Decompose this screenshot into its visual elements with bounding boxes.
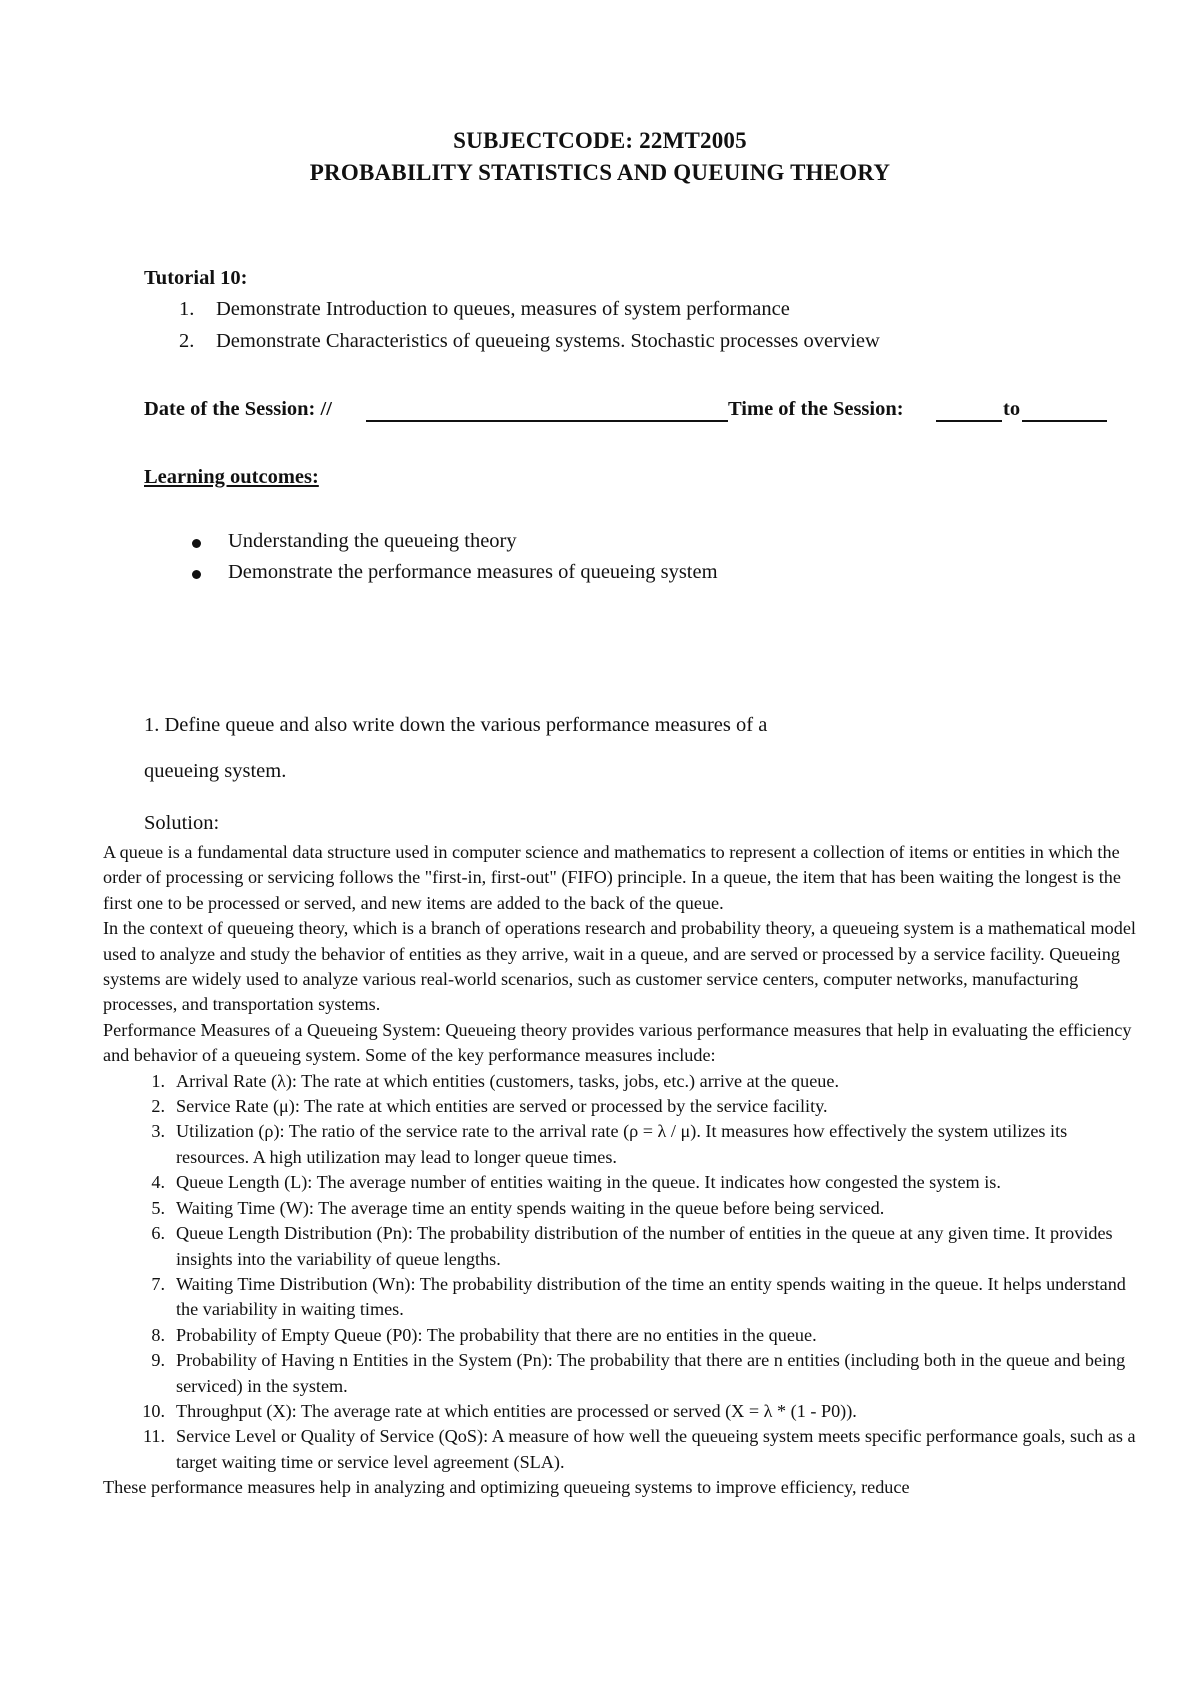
list-item [103, 1196, 1143, 1221]
tutorial-item-text: Demonstrate Introduction to queues, measures of system performance [216, 298, 790, 320]
list-item-text: Queue Length Distribution (Pn): The probability distribution of the number of entities in the queue at any given time. It provides insights into the variability of queue lengths. [176, 1223, 1113, 1269]
list-item [103, 1424, 1143, 1475]
time-end-blank-line [1022, 420, 1107, 422]
list-item-number: 11. [142, 1426, 165, 1447]
solution-paragraph: In the context of queueing theory, which is a branch of operations research and probability theory, a queueing system is a mathematical model used to analyze and study the behavior of entities as they arrive, wait in a queue, and are served or processed by a service facility. Queueing systems are widely used to analyze various real-world scenarios, such as customer service centers, computer networks, manufacturing processes, and transportation systems. [103, 918, 1136, 1015]
learning-outcome-item: Demonstrate the performance measures of queueing system [228, 561, 718, 583]
performance-measures-list [103, 1069, 1143, 1476]
solution-body [103, 840, 1143, 1501]
list-item [103, 1221, 1143, 1272]
list-item-text: Waiting Time Distribution (Wn): The probability distribution of the time an entity spends waiting in the queue. It helps understand the variability in waiting times. [176, 1273, 1126, 1320]
solution-paragraph: Performance Measures of a Queueing System: Queueing theory provides various performance measures that help in evaluating the efficiency and behavior of a queueing system. Some of the key performance measures include: [103, 1019, 1132, 1066]
subject-code: SUBJECTCODE: 22MT2005 [453, 128, 747, 153]
solution-paragraph: A queue is a fundamental data structure used in computer science and mathematics to represent a collection of items or entities in which the order of processing or servicing follows the "first-in, first-out" (FIFO) principle. In a queue, the item that has been waiting the longest is the first one to be processed or served, and new items are added to the back of the queue. [103, 842, 1121, 913]
list-item [103, 1323, 1143, 1348]
tutorial-item-text: Demonstrate Characteristics of queueing systems. Stochastic processes overview [216, 330, 880, 352]
list-item-text: Utilization (ρ): The ratio of the service rate to the arrival rate (ρ = λ / μ). It measures how effectively the system utilizes its resources. A high utilization may lead to longer queue times. [176, 1121, 1068, 1167]
time-of-session-label: Time of the Session: [728, 398, 904, 420]
list-item-number: 1. [151, 1070, 165, 1091]
question-text-continued: queueing system. [144, 760, 287, 782]
tutorial-item-number: 1. [179, 298, 195, 320]
list-item [103, 1069, 1143, 1094]
solution-closing: These performance measures help in analyzing and optimizing queueing systems to improve efficiency, reduce [103, 1477, 910, 1498]
solution-label: Solution: [144, 812, 220, 834]
list-item-text: Probability of Having n Entities in the System (Pn): The probability that there are n entities (including both in the queue and being serviced) in the system. [176, 1350, 1126, 1396]
list-item [103, 1119, 1143, 1170]
list-item [103, 1399, 1143, 1424]
list-item-text: Service Rate (μ): The rate at which entities are served or processed by the service facility. [176, 1096, 828, 1117]
list-item-text: Arrival Rate (λ): The rate at which entities (customers, tasks, jobs, etc.) arrive at the queue. [176, 1070, 839, 1091]
learning-outcomes-heading: Learning outcomes: [144, 466, 319, 488]
tutorial-heading: Tutorial 10: [144, 267, 248, 289]
list-item [103, 1348, 1143, 1399]
list-item-number: 9. [151, 1350, 165, 1371]
learning-outcome-item: Understanding the queueing theory [228, 530, 517, 552]
list-item-text: Throughput (X): The average rate at which entities are processed or served (X = λ * (1 - P0)). [176, 1400, 857, 1421]
list-item-number: 4. [151, 1172, 165, 1193]
list-item-text: Service Level or Quality of Service (QoS): A measure of how well the queueing system meets specific performance goals, such as a target waiting time or service level agreement (SLA). [176, 1426, 1136, 1472]
list-item-number: 6. [151, 1223, 165, 1244]
to-label: to [1003, 398, 1021, 420]
question-text: 1. Define queue and also write down the various performance measures of a [144, 714, 768, 736]
list-item-text: Probability of Empty Queue (P0): The probability that there are no entities in the queue. [176, 1324, 817, 1345]
date-blank-line [366, 420, 728, 422]
list-item-text: Queue Length (L): The average number of entities waiting in the queue. It indicates how congested the system is. [176, 1172, 1001, 1193]
list-item [103, 1170, 1143, 1195]
list-item-number: 2. [151, 1096, 165, 1117]
tutorial-item-number: 2. [179, 330, 195, 352]
list-item-text: Waiting Time (W): The average time an entity spends waiting in the queue before being serviced. [176, 1197, 885, 1218]
time-start-blank-line [936, 420, 1002, 422]
bullet-icon [192, 539, 201, 548]
list-item-number: 3. [151, 1121, 165, 1142]
list-item [103, 1272, 1143, 1323]
list-item-number: 7. [151, 1273, 165, 1294]
bullet-icon [192, 570, 201, 579]
list-item-number: 8. [151, 1324, 165, 1345]
date-of-session-label: Date of the Session: // [144, 398, 332, 420]
subject-title: PROBABILITY STATISTICS AND QUEUING THEORY [309, 160, 891, 185]
list-item [103, 1094, 1143, 1119]
list-item-number: 10. [142, 1400, 165, 1421]
list-item-number: 5. [151, 1197, 165, 1218]
